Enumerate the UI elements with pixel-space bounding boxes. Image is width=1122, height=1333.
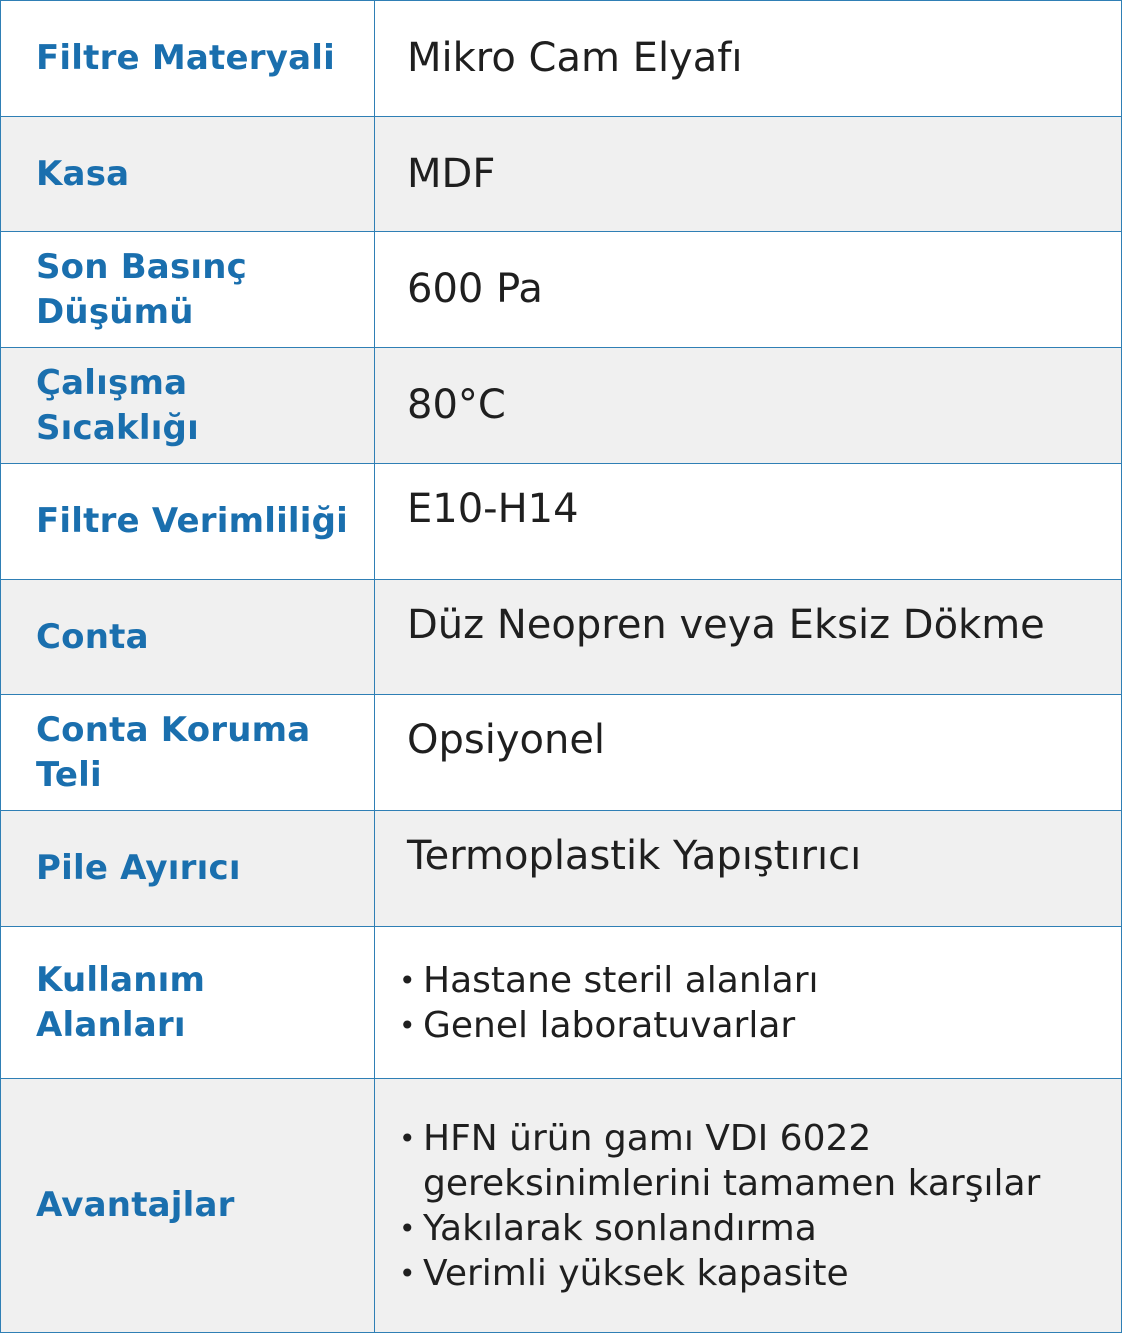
- spec-label: Filtre Verimliliği: [1, 464, 375, 580]
- spec-label: Pile Ayırıcı: [1, 811, 375, 927]
- spec-value: Opsiyonel: [407, 717, 606, 763]
- spec-row-final-pressure-drop: [1, 232, 1122, 348]
- spec-row-operating-temperature: [1, 348, 1122, 464]
- spec-value: Düz Neopren veya Eksiz Dökme: [407, 601, 1045, 648]
- spec-label: Filtre Materyali: [1, 1, 375, 117]
- spec-label: Avantajlar: [1, 1079, 375, 1333]
- spec-row-pleat-separator: [1, 811, 1122, 927]
- spec-row-filter-material: [1, 1, 1122, 117]
- spec-row-gasket: [1, 580, 1122, 695]
- spec-row-advantages: [1, 1079, 1122, 1333]
- spec-row-gasket-guard: [1, 695, 1122, 811]
- bullet-list: [399, 1116, 1101, 1296]
- spec-value: 600 Pa: [375, 232, 1122, 348]
- spec-value: Mikro Cam Elyafı: [375, 1, 1122, 117]
- spec-label: Conta: [1, 580, 375, 695]
- list-item: • Genel laboratuvarlar: [399, 1003, 1101, 1048]
- spec-value: 80°C: [375, 348, 1122, 464]
- spec-label: Kasa: [1, 117, 375, 232]
- spec-label: Kullanım Alanları: [1, 927, 375, 1079]
- spec-label: Conta Koruma Teli: [1, 695, 375, 811]
- list-item: • Hastane steril alanları: [399, 958, 1101, 1003]
- list-item: • Yakılarak sonlandırma: [399, 1206, 1101, 1251]
- list-item: • HFN ürün gamı VDI 6022 gereksinimlerini tamamen karşılar: [399, 1116, 1101, 1206]
- list-item: • Verimli yüksek kapasite: [399, 1251, 1101, 1296]
- spec-value: E10-H14: [407, 486, 579, 532]
- spec-row-applications: [1, 927, 1122, 1079]
- spec-value: [375, 927, 1122, 1079]
- spec-row-frame: [1, 117, 1122, 232]
- spec-value: Termoplastik Yapıştırıcı: [407, 833, 862, 879]
- spec-value: MDF: [375, 117, 1122, 232]
- spec-label: Son Basınç Düşümü: [1, 232, 375, 348]
- spec-row-filter-efficiency: [1, 464, 1122, 580]
- spec-label: Çalışma Sıcaklığı: [1, 348, 375, 464]
- bullet-list: [399, 958, 1101, 1048]
- spec-value: [375, 1079, 1122, 1333]
